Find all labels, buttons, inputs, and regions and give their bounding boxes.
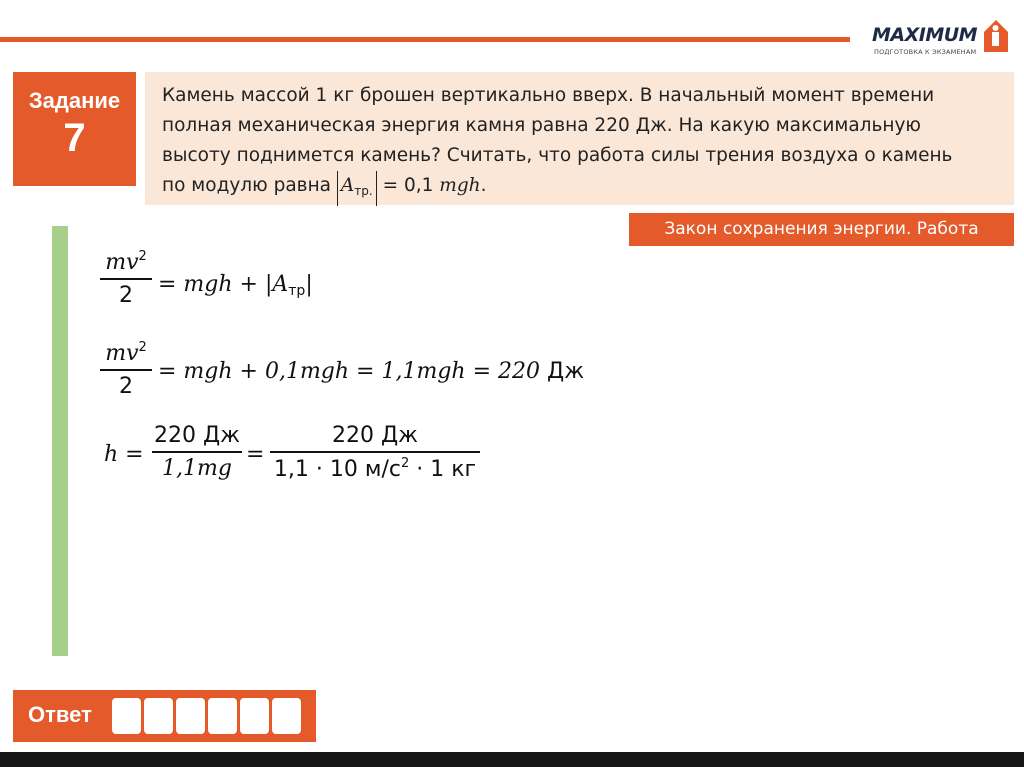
equation-3-lhs: h = (104, 442, 144, 467)
problem-line: Камень массой 1 кг брошен вертикально вверх. В начальный момент времени (162, 85, 935, 106)
answer-cell[interactable] (144, 698, 173, 734)
answer-bar (13, 690, 316, 742)
problem-line: высоту поднимется камень? Считать, что работа силы трения воздуха о камень (162, 145, 953, 166)
bottom-bar (0, 752, 1024, 767)
fraction-denominator: 1,1 · 10 $м/с^2 \cdot 1$ кг (273, 455, 477, 482)
problem-last-suffix: = 0,1 (382, 175, 434, 196)
friction-work-abs (337, 171, 377, 206)
equals-sign: = (246, 442, 265, 467)
kinetic-energy-fraction (100, 249, 152, 308)
friction-work-subscript: тр. (354, 184, 373, 198)
fraction-numerator: $mv^2$ (105, 340, 147, 366)
answer-cell[interactable] (240, 698, 269, 734)
maximum-logo-icon (980, 18, 1010, 66)
logo-subtitle: ПОДГОТОВКА К ЭКЗАМЕНАМ (874, 48, 977, 56)
answer-cell[interactable] (176, 698, 205, 734)
problem-last-prefix: по модулю равна (162, 175, 332, 196)
answer-cells (112, 698, 301, 734)
top-divider (0, 37, 850, 42)
fraction-numerator: 220 Дж (332, 423, 418, 448)
maximum-logo (872, 18, 1012, 68)
topic-tag: Закон сохранения энергии. Работа (629, 213, 1014, 246)
fraction-numerator: 220 Дж (154, 423, 240, 448)
friction-work-symbol: A (340, 175, 355, 196)
equation-2-rhs: = mgh + 0,1mgh = 1,1mgh = 220 Дж (158, 359, 585, 384)
logo-wordmark: MAXIMUM (872, 24, 978, 46)
problem-last-end: . (480, 175, 487, 196)
fraction-denominator: 1,1mg (162, 455, 232, 481)
answer-cell[interactable] (112, 698, 141, 734)
fraction-denominator: 2 (119, 373, 133, 399)
task-label: Задание (28, 88, 121, 113)
answer-cell[interactable] (208, 698, 237, 734)
task-badge (13, 72, 136, 186)
height-fraction-2 (270, 423, 480, 482)
height-fraction-1 (152, 423, 242, 481)
problem-line-last (162, 171, 1000, 206)
solution-accent-bar (52, 226, 68, 656)
fraction-denominator: 2 (119, 282, 133, 308)
problem-line: полная механическая энергия камня равна 220 Дж. На какую максимальную (162, 115, 922, 136)
answer-label: Ответ (28, 702, 92, 727)
kinetic-energy-fraction (100, 340, 152, 399)
answer-cell[interactable] (272, 698, 301, 734)
problem-statement (145, 72, 1014, 205)
problem-last-expr: mgh (439, 175, 481, 196)
equation-1-rhs: = mgh + $|A_{тр}|$ (158, 272, 313, 299)
fraction-numerator: $mv^2$ (105, 249, 147, 275)
task-number: 7 (63, 116, 86, 160)
